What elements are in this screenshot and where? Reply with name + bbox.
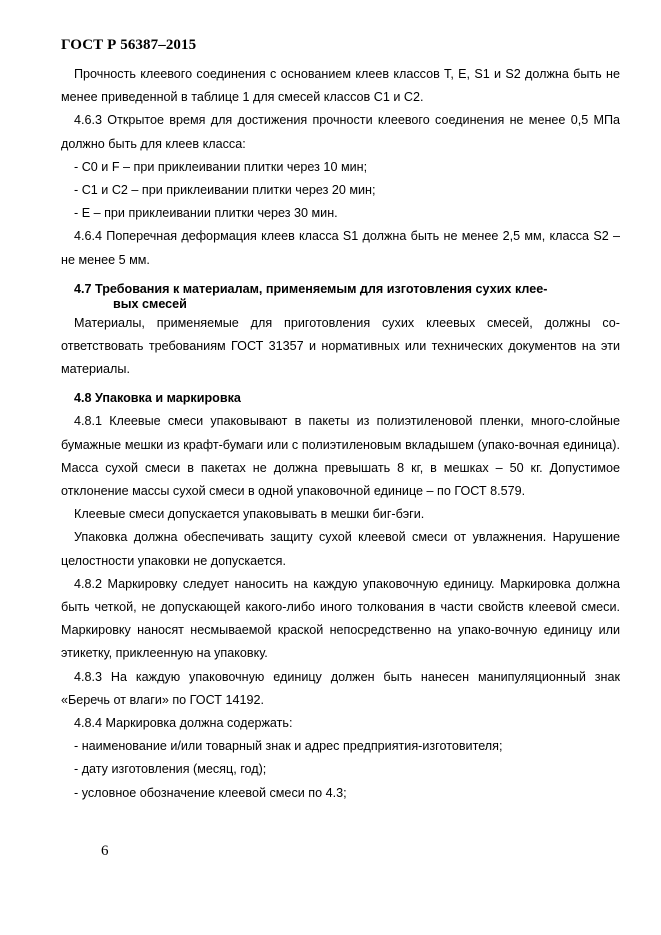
list-item: - Е – при приклеивании плитки через 30 мин. [74, 206, 338, 221]
paragraph: 4.8.4 Маркировка должна содержать: [74, 716, 293, 731]
paragraph: 4.6.3 Открытое время для достижения прочности клеевого соединения не менее 0,5 МПа должно быть для клеев класса: [61, 113, 620, 151]
paragraph: Клеевые смеси допускается упаковывать в мешки биг-бэги. [74, 507, 425, 522]
section-heading-4-7 [61, 282, 620, 312]
list-item: - С1 и С2 – при приклеивании плитки через 20 мин; [74, 183, 376, 198]
paragraph: 4.8.2 Маркировку следует наносить на каждую упаковочную единицу. Маркировка должна быть четкой, не допускающей какого-либо иного толкования в части свойств клеевой смеси. Маркировку наносят несмываемой краской непосредственно на упако-вочную единицу или этикетку, приклеенную на упаковку. [61, 576, 620, 661]
page-number: 6 [101, 843, 109, 859]
list-item: - условное обозначение клеевой смеси по 4.3; [74, 785, 347, 800]
list-item: - наименование и/или товарный знак и адрес предприятия-изготовителя; [74, 739, 503, 754]
paragraph: 4.8.3 На каждую упаковочную единицу должен быть нанесен манипуляционный знак «Беречь от влаги» по ГОСТ 14192. [61, 669, 620, 707]
section-heading-4-8: 4.8 Упаковка и маркировка [74, 391, 241, 406]
document-header: ГОСТ Р 56387–2015 [61, 37, 197, 53]
paragraph: Упаковка должна обеспечивать защиту сухой клеевой смеси от увлажнения. Нарушение целостности упаковки не допускается. [61, 530, 620, 568]
list-item: - дату изготовления (месяц, год); [74, 762, 267, 777]
list-item: - С0 и F – при приклеивании плитки через 10 мин; [74, 159, 368, 174]
section-heading-line: 4.7 Требования к материалам, применяемым для изготовления сухих клее- [74, 281, 548, 296]
section-heading-line: вых смесей [113, 296, 187, 311]
paragraph: 4.8.1 Клеевые смеси упаковывают в пакеты из полиэтиленовой пленки, много-слойные бумажные мешки из крафт-бумаги или с полиэтиленовым вкладышем (упако-вочная единица). Масса сухой смеси в пакетах не должна превышать 8 кг, в мешках – 50 кг. Допустимое отклонение массы сухой смеси в одной упаковочной единице – по ГОСТ 8.579. [61, 414, 620, 499]
paragraph: Материалы, применяемые для приготовления сухих клеевых смесей, должны со-ответствовать требованиям ГОСТ 31357 и нормативных или технических документов на эти материалы. [61, 315, 620, 377]
paragraph: Прочность клеевого соединения с основанием клеев классов Т, Е, S1 и S2 должна быть не менее приведенной в таблице 1 для смесей классов С1 и С2. [61, 67, 620, 105]
paragraph: 4.6.4 Поперечная деформация клеев класса S1 должна быть не менее 2,5 мм, класса S2 – не менее 5 мм. [61, 229, 620, 267]
document-body [61, 63, 620, 805]
